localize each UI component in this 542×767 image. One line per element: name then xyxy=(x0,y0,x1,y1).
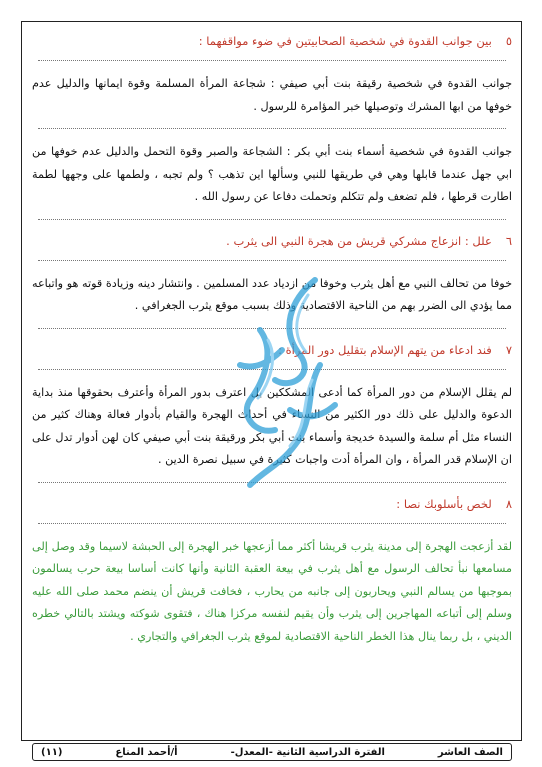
divider xyxy=(38,369,506,370)
footer-page-number: (١١) xyxy=(41,746,63,758)
worksheet-content xyxy=(32,32,512,648)
q6-answer: خوفا من تحالف النبي مع أهل يثرب وخوفا من ازدياد عدد المسلمين . وانتشار دينه وزيادة قوته هو واتباعه مما يؤدي الى الضرر بهم من الناحية الاقتصادية وذلك بسبب موقع يثرب الجغرافي . xyxy=(32,276,512,312)
q6-number: ٦ xyxy=(505,233,512,248)
footer-grade: الصف العاشر xyxy=(437,746,503,758)
q5-number: ٥ xyxy=(505,34,512,48)
q8-heading xyxy=(32,495,512,513)
divider xyxy=(38,60,506,61)
q5-heading xyxy=(32,32,512,50)
q8-answer: لقد أزعجت الهجرة إلى مدينة يثرب قريشا أكثر مما أزعجها خبر الهجرة إلى الحبشة لاسيما وقد وصل إلى مسامعها نبأ تحالف الرسول مع أهل يثرب في بيعة العقبة الثانية وأنها كانت أساسا بيعة حرب يسالمون بموجبها من يسالم النبي ويحاربون إلى جانبه من يحارب ، فخافت قريش أن ينضم محمد صلى الله عليه وسلم إلى أتباعه المهاجرين إلى يثرب وأن يقيم لنفسه مركزا هناك ، فتقوى شوكته ويشتد بالتالي خطره الديني ، بل ربما ينال هذا الخطر الناحية الاقتصادية لموقع يثرب الجغرافي والتجاري . xyxy=(32,539,512,643)
footer-term: الفترة الدراسية الثانية -المعدل- xyxy=(230,746,385,758)
divider xyxy=(38,523,506,524)
footer-teacher: أ/أحمد المناع xyxy=(115,746,178,758)
q7-heading xyxy=(32,341,512,359)
q5-answer-1: جوانب القدوة في شخصية رقيقة بنت أبي صيفي : شجاعة المرأة المسلمة وقوة ايمانها والدليل عدم خوفها من ابها المشرك وتوصيلها خبر المؤامرة للرسول . xyxy=(32,77,512,113)
divider xyxy=(38,328,506,329)
divider xyxy=(38,260,506,261)
q7-question: فند ادعاء من يتهم الإسلام بتقليل دور المرأة : xyxy=(278,342,492,357)
q6-heading xyxy=(32,232,512,250)
q7-answer: لم يقلل الإسلام من دور المرأة كما أدعى المشككين بل اعترف بدور المرأة وأعترف بحقوقها منذ بداية الدعوة والدليل على ذلك دور الكثير من النساء في أحداث الهجرة والقيام بأدوار فعالة وهناك كثير من النساء مثل أم سلمة والسيدة خديجة وأسماء بنت أبي بكر ورقيقة بنت أبي صيفي كان لهن أدوار تدل على ان الإسلام قدر المرأة ، وان المرأة أدت واجبات كثيرة في سبيل نصرة الدين . xyxy=(32,385,512,466)
divider xyxy=(38,482,506,483)
q5-answer-2: جوانب القدوة في شخصية أسماء بنت أبي بكر : الشجاعة والصبر وقوة التحمل والدليل عدم خوفها من ابي جهل عندما قابلها وهي في طريقها للنبي وسألها اين تذهب ؟ ولم تجبه ، ولطمها على وجهها لطمة اطارت قرطها ، فلم تضعف ولم تتكلم وتحملت دفاعا عن رسول الله . xyxy=(32,145,512,203)
q8-question: لخص بأسلوبك نصا : xyxy=(396,496,492,511)
q7-number: ٧ xyxy=(505,342,512,357)
q6-question: علل : انزعاج مشركي قريش من هجرة النبي الى يثرب . xyxy=(226,233,492,248)
page-footer xyxy=(32,743,512,761)
divider xyxy=(38,219,506,220)
divider xyxy=(38,128,506,129)
q5-question: بين جوانب القدوة في شخصية الصحابيتين في ضوء مواقفهما : xyxy=(198,34,492,48)
q8-number: ٨ xyxy=(505,496,512,511)
